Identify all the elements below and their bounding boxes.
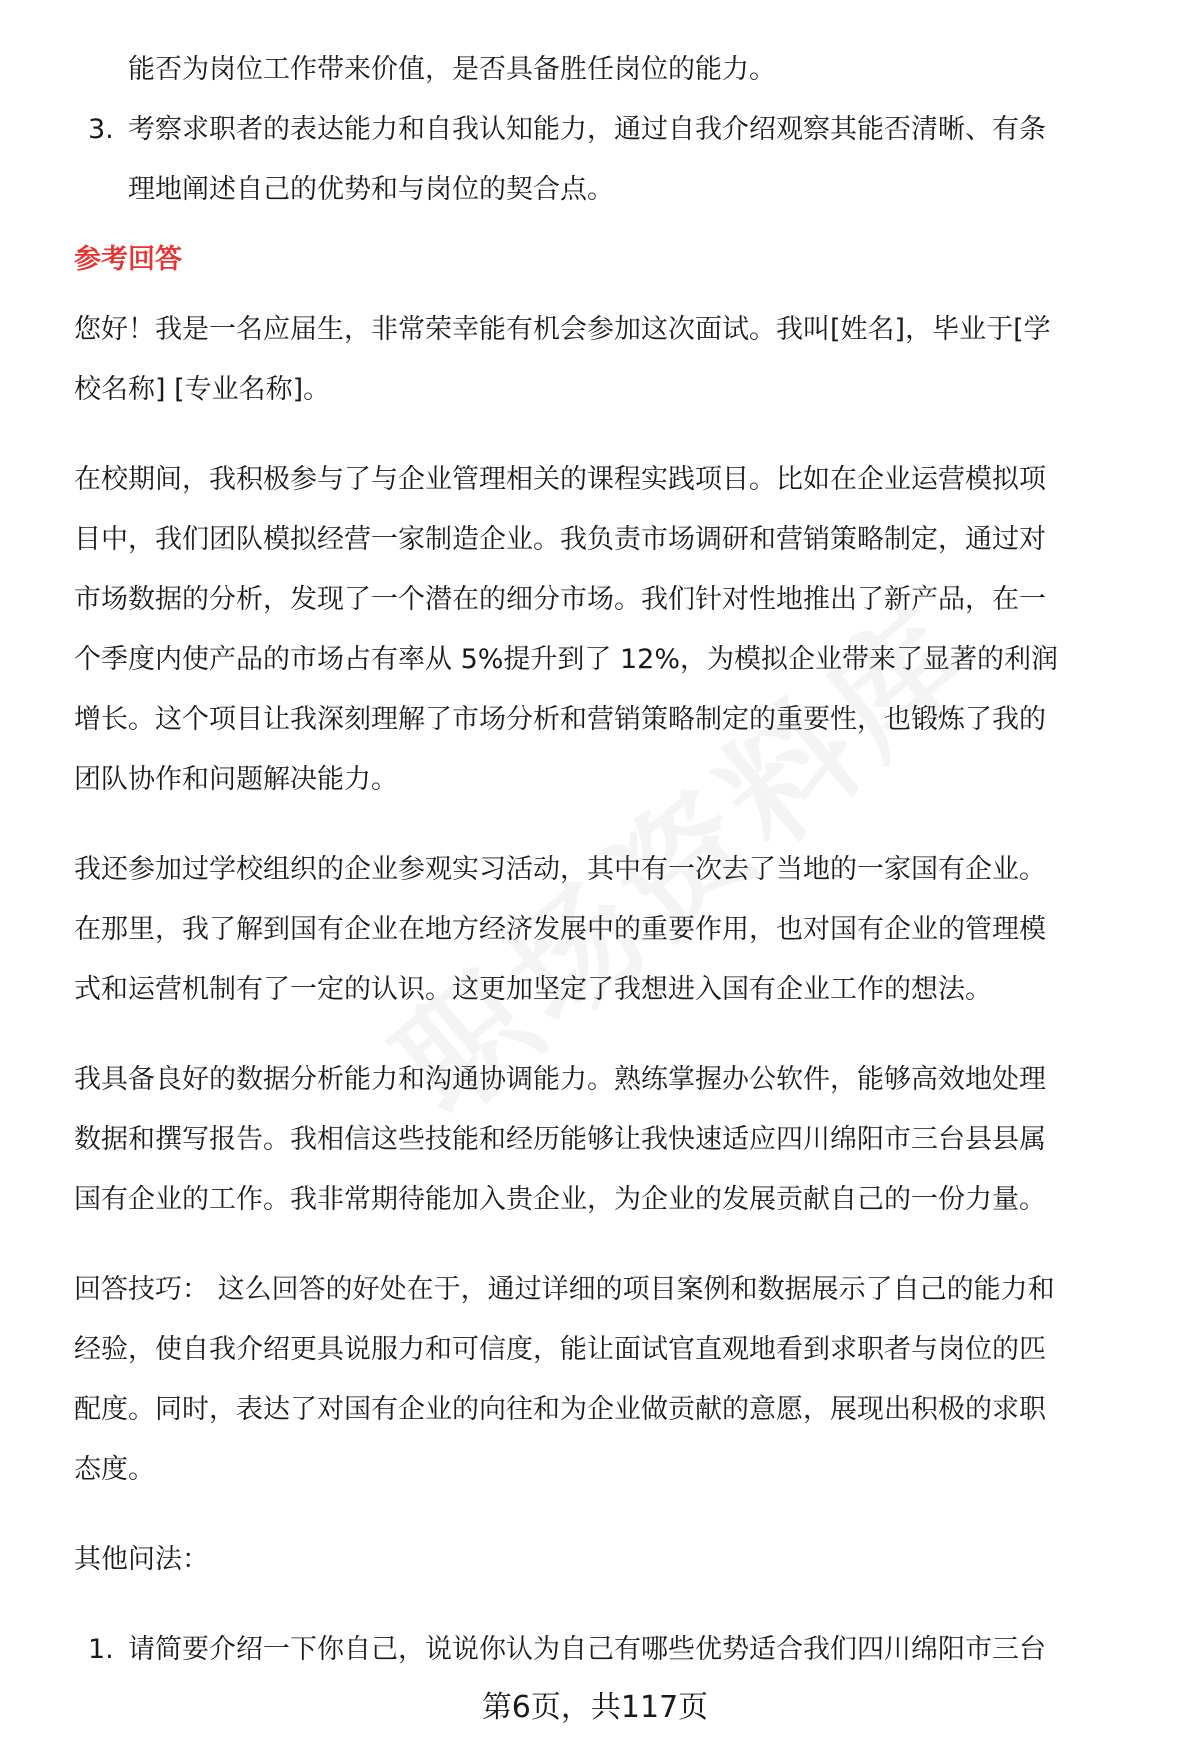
paragraph-line: 在校期间，我积极参与了与企业管理相关的课程实践项目。比如在企业运营模拟项 xyxy=(74,464,1046,495)
paragraph-line: 在那里，我了解到国有企业在地方经济发展中的重要作用，也对国有企业的管理模 xyxy=(74,914,1046,945)
paragraph-line: 数据和撰写报告。我相信这些技能和经历能够让我快速适应四川绵阳市三台县县属 xyxy=(74,1124,1046,1155)
paragraph-line: 我具备良好的数据分析能力和沟通协调能力。熟练掌握办公软件，能够高效地处理 xyxy=(74,1064,1046,1095)
page-footer: 第6页，共117页 xyxy=(481,1690,709,1725)
paragraph-line: 我还参加过学校组织的企业参观实习活动，其中有一次去了当地的一家国有企业。 xyxy=(74,854,1046,885)
paragraph-line: 式和运营机制有了一定的认识。这更加坚定了我想进入国有企业工作的想法。 xyxy=(74,974,992,1005)
other-questions-label: 其他问法： xyxy=(74,1544,209,1575)
list-item-line: 请简要介绍一下你自己，说说你认为自己有哪些优势适合我们四川绵阳市三台 xyxy=(128,1634,1046,1665)
paragraph-line: 您好！我是一名应届生，非常荣幸能有机会参加这次面试。我叫[姓名]，毕业于[学 xyxy=(74,314,1051,345)
list-item-3 xyxy=(74,100,1174,220)
paragraph-skills xyxy=(74,1050,1174,1230)
document-content xyxy=(74,40,1174,1680)
paragraph-answer-tips xyxy=(74,1260,1174,1500)
section-heading: 参考回答 xyxy=(74,244,182,275)
paragraph-intro xyxy=(74,300,1174,420)
list-item-line: 考察求职者的表达能力和自我认知能力，通过自我介绍观察其能否清晰、有条 xyxy=(128,114,1046,145)
list-item-1 xyxy=(74,1620,1174,1680)
list-number: 1. xyxy=(88,1634,114,1665)
paragraph-line: 配度。同时，表达了对国有企业的向往和为企业做贡献的意愿，展现出积极的求职 xyxy=(74,1394,1046,1425)
paragraph-line: 增长。这个项目让我深刻理解了市场分析和营销策略制定的重要性，也锻炼了我的 xyxy=(74,704,1046,735)
paragraph-internship xyxy=(74,840,1174,1020)
paragraph-line: 个季度内使产品的市场占有率从 5%提升到了 12%，为模拟企业带来了显著的利润 xyxy=(74,644,1059,675)
paragraph-line: 回答技巧： 这么回答的好处在于，通过详细的项目案例和数据展示了自己的能力和 xyxy=(74,1274,1055,1305)
list-number: 3. xyxy=(88,114,114,145)
paragraph-line: 校名称] [专业名称]。 xyxy=(74,374,331,405)
paragraph-line: 团队协作和问题解决能力。 xyxy=(74,764,398,795)
paragraph-line: 经验，使自我介绍更具说服力和可信度，能让面试官直观地看到求职者与岗位的匹 xyxy=(74,1334,1046,1365)
paragraph-line: 态度。 xyxy=(74,1454,155,1485)
list-item-continuation: 能否为岗位工作带来价值，是否具备胜任岗位的能力。 xyxy=(128,54,776,85)
paragraph-line: 目中，我们团队模拟经营一家制造企业。我负责市场调研和营销策略制定，通过对 xyxy=(74,524,1046,555)
paragraph-line: 市场数据的分析，发现了一个潜在的细分市场。我们针对性地推出了新产品，在一 xyxy=(74,584,1046,615)
paragraph-line: 国有企业的工作。我非常期待能加入贵企业，为企业的发展贡献自己的一份力量。 xyxy=(74,1184,1046,1215)
paragraph-campus-project xyxy=(74,450,1174,810)
list-item-line: 理地阐述自己的优势和与岗位的契合点。 xyxy=(128,174,614,205)
